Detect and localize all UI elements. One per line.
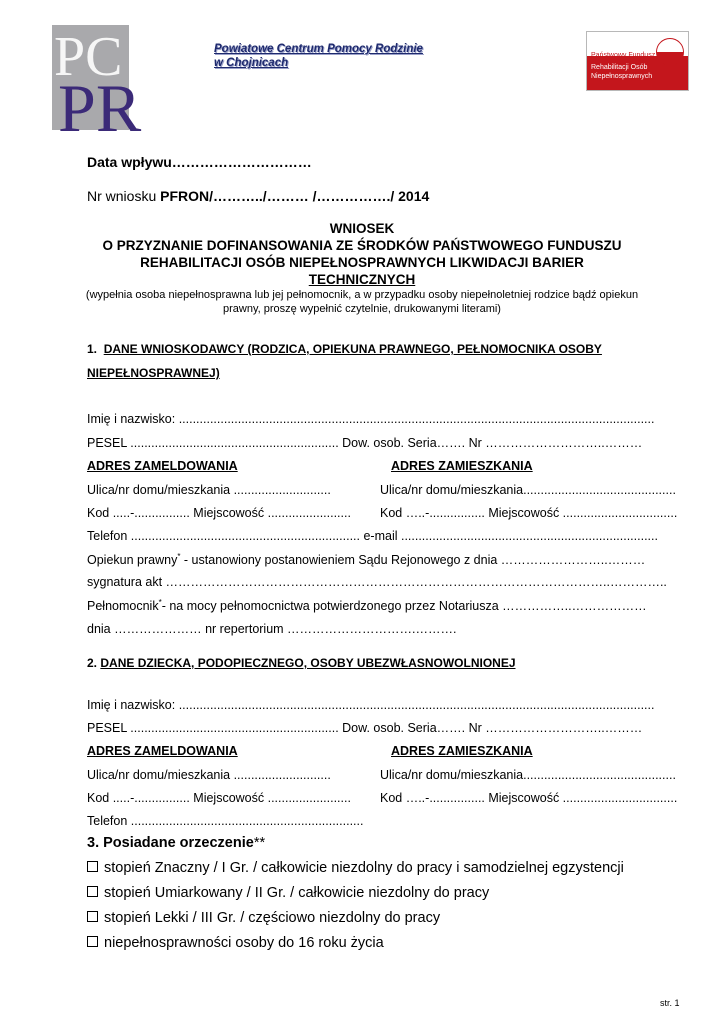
title-note2: prawny, proszę wypełnić czytelnie, drukowanymi literami) [223,303,501,315]
section2-title: DANE DZIECKA, PODOPIECZNEGO, OSOBY UBEZWŁASNOWOLNIONEJ [100,656,516,670]
s2-adres-zameldowania: ADRES ZAMELDOWANIA [87,744,238,758]
section3-title: 3. Posiadane orzeczenie [87,835,254,851]
option-label: stopień Znaczny / I Gr. / całkowicie niezdolny do pracy i samodzielnej egzystencji [104,860,624,876]
option-label: stopień Lekki / III Gr. / częściowo niezdolny do pracy [104,910,441,926]
s2-ulica-zamiesz-field[interactable]: Ulica/nr domu/mieszkania............................................ [380,768,676,782]
option-lekki[interactable] [87,910,440,926]
svg-text:PR: PR [58,70,142,135]
s1-pelnomocnik-asterisk: * [158,598,162,607]
pfron-text-line2: Rehabilitacji Osób Niepełnosprawnych [591,64,653,80]
section1-number: 1. [87,342,98,356]
nr-wniosku [87,188,429,204]
checkbox-icon[interactable] [87,861,98,872]
s1-opiekun-asterisk: * [177,552,181,561]
title-line3: REHABILITACJI OSÓB NIEPEŁNOSPRAWNYCH LIKWIDACJI BARIER [140,255,584,270]
checkbox-icon[interactable] [87,936,98,947]
s1-adres-zamieszkania: ADRES ZAMIESZKANIA [391,459,533,473]
s2-ulica-zameld-field[interactable]: Ulica/nr domu/mieszkania ............................ [87,768,331,782]
s2-telefon-field[interactable]: Telefon ................................................................... [87,814,364,828]
section3-heading [87,835,265,851]
option-znaczny[interactable] [87,860,624,876]
section2-heading [87,656,516,670]
s2-pesel-field[interactable]: PESEL ............................................................ Dow. osob. Seria……. Nr ………………………..……… [87,721,643,735]
s1-dnia-field[interactable]: dnia ………………… nr repertorium ………………………….………. [87,622,457,636]
s1-kod-zameld-field[interactable]: Kod .....-................ Miejscowość ........................ [87,506,351,520]
s1-sygnatura-field[interactable]: sygnatura akt ……………………………………………………………………………………………..………….. [87,575,667,589]
section1-heading [87,342,602,356]
s1-pelnomocnik-field[interactable] [87,598,647,613]
option-label: stopień Umiarkowany / II Gr. / całkowicie niezdolny do pracy [104,885,490,901]
svg-text:PC: PC [54,26,123,88]
nr-wniosku-label: Nr wniosku [87,188,161,204]
option-do-16-lat[interactable] [87,935,384,951]
section3-title-suffix: ** [253,835,266,851]
pfron-logo [586,31,689,91]
data-wplywu: Data wpływu………………………… [87,154,312,170]
checkbox-icon[interactable] [87,886,98,897]
section1-title-line2: NIEPEŁNOSPRAWNEJ) [87,366,220,380]
s1-ulica-zameld-field[interactable]: Ulica/nr domu/mieszkania ............................ [87,483,331,497]
pcpr-logo [52,25,192,135]
s1-ulica-zamiesz-field[interactable]: Ulica/nr domu/mieszkania............................................ [380,483,676,497]
option-umiarkowany[interactable] [87,885,489,901]
s1-pelnomocnik-rest: - na mocy pełnomocnictwa potwierdzonego przez Notariusza ……………..……………… [161,599,647,614]
s1-opiekun-field[interactable] [87,552,645,567]
section2-number: 2. [87,656,98,670]
s1-kod-zamiesz-field[interactable]: Kod …..-................ Miejscowość ................................. [380,506,678,520]
checkbox-icon[interactable] [87,911,98,922]
title-line1: WNIOSEK [329,221,395,236]
title-note1: (wypełnia osoba niepełnosprawna lub jej pełnomocnik, a w przypadku osoby niepełnoletniej rodzice bądź opiekun [85,289,639,301]
pfron-circle-icon [656,38,684,66]
s1-opiekun-label: Opiekun prawny [87,553,178,568]
page-number: str. 1 [660,998,680,1008]
org-name-line2: w Chojnicach [214,57,289,69]
pfron-text-line1: Państwowy Fundusz [591,52,656,59]
s1-adres-zameldowania: ADRES ZAMELDOWANIA [87,459,238,473]
title-line2: O PRZYZNANIE DOFINANSOWANIA ZE ŚRODKÓW PAŃSTWOWEGO FUNDUSZU [102,238,622,253]
option-label: niepełnosprawności osoby do 16 roku życia [104,935,384,951]
s1-pesel-field[interactable]: PESEL ............................................................ Dow. osob. Seria……. Nr ………………………..……… [87,436,643,450]
s1-imie-field[interactable]: Imię i nazwisko: ......................................................................................................................................... [87,412,655,426]
s2-kod-zameld-field[interactable]: Kod .....-................ Miejscowość ........................ [87,791,351,805]
s1-opiekun-rest: - ustanowiony postanowieniem Sądu Rejonowego z dnia ……………………..……… [180,553,646,568]
s2-kod-zamiesz-field[interactable]: Kod …..-................ Miejscowość ................................. [380,791,678,805]
s2-imie-field[interactable]: Imię i nazwisko: ......................................................................................................................................... [87,698,655,712]
nr-wniosku-value: PFRON/………../……… /……………./ 2014 [160,188,430,204]
org-name-line1: Powiatowe Centrum Pomocy Rodzinie [214,43,423,55]
title-line4: TECHNICZNYCH [308,272,416,287]
s1-pelnomocnik-label: Pełnomocnik [87,599,159,614]
s1-telefon-field[interactable]: Telefon .................................................................. e-mail .......................................................................... [87,529,658,543]
s2-adres-zamieszkania: ADRES ZAMIESZKANIA [391,744,533,758]
section1-title-line1: DANE WNIOSKODAWCY (RODZICA, OPIEKUNA PRAWNEGO, PEŁNOMOCNIKA OSOBY [103,342,602,356]
